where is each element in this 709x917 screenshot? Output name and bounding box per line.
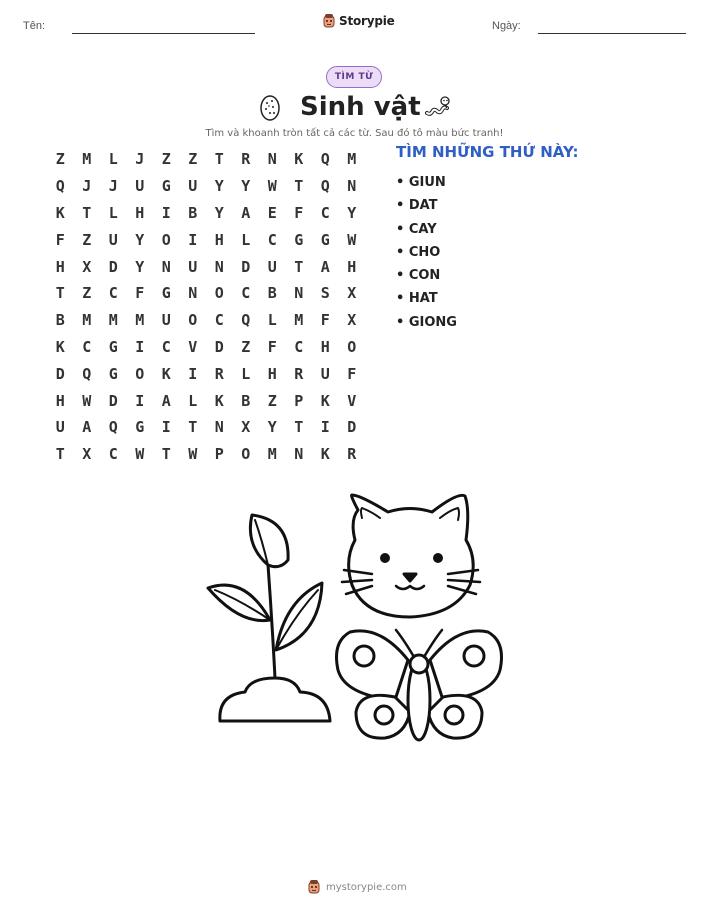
grid-cell[interactable]: K — [294, 150, 304, 169]
grid-cell[interactable]: D — [214, 337, 224, 356]
grid-cell[interactable]: T — [55, 445, 65, 464]
grid-cell[interactable]: U — [188, 177, 198, 196]
grid-cell[interactable]: K — [55, 337, 65, 356]
grid-cell[interactable]: R — [347, 445, 357, 464]
grid-cell[interactable]: P — [294, 391, 304, 410]
grid-cell[interactable]: D — [347, 418, 357, 437]
grid-cell[interactable]: F — [55, 230, 65, 249]
word-list-item: • CON — [396, 268, 441, 284]
grid-cell[interactable]: X — [347, 284, 357, 303]
grid-cell[interactable]: Q — [55, 177, 65, 196]
grid-cell[interactable]: H — [320, 337, 330, 356]
grid-cell[interactable]: C — [161, 337, 171, 356]
grid-cell[interactable]: M — [82, 311, 92, 330]
grid-cell[interactable]: U — [135, 177, 145, 196]
grid-cell[interactable]: W — [82, 391, 92, 410]
grid-cell[interactable]: V — [188, 337, 198, 356]
grid-cell[interactable]: W — [347, 230, 357, 249]
grid-cell[interactable]: M — [347, 150, 357, 169]
word-list-item: • CHO — [396, 244, 441, 260]
grid-cell[interactable]: G — [135, 418, 145, 437]
grid-cell[interactable]: J — [135, 150, 145, 169]
word-list-item: • GIONG — [396, 314, 457, 330]
grid-cell[interactable]: N — [294, 284, 304, 303]
grid-cell[interactable]: N — [161, 257, 171, 276]
grid-cell[interactable]: W — [188, 445, 198, 464]
activity-badge: TÌM TỪ — [326, 66, 382, 88]
grid-cell[interactable]: Y — [135, 257, 145, 276]
grid-cell[interactable]: A — [320, 257, 330, 276]
grid-cell[interactable]: U — [161, 311, 171, 330]
grid-cell[interactable]: O — [135, 364, 145, 383]
grid-cell[interactable]: R — [214, 364, 224, 383]
butterfly-illustration — [337, 630, 502, 740]
grid-cell[interactable]: X — [347, 311, 357, 330]
grid-cell[interactable]: Y — [267, 418, 277, 437]
grid-cell[interactable]: H — [267, 364, 277, 383]
grid-cell[interactable]: T — [161, 445, 171, 464]
grid-cell[interactable]: Q — [108, 418, 118, 437]
grid-cell[interactable]: H — [55, 257, 65, 276]
grid-cell[interactable]: D — [241, 257, 251, 276]
grid-cell[interactable]: C — [241, 284, 251, 303]
grid-cell[interactable]: G — [108, 337, 118, 356]
grid-cell[interactable]: F — [135, 284, 145, 303]
grid-cell[interactable]: D — [55, 364, 65, 383]
grid-cell[interactable]: N — [214, 257, 224, 276]
grid-cell[interactable]: C — [108, 445, 118, 464]
word-list-title: TÌM NHỮNG THỨ NÀY: — [396, 143, 579, 161]
grid-cell[interactable]: A — [82, 418, 92, 437]
grid-cell[interactable]: B — [241, 391, 251, 410]
grid-cell[interactable]: U — [188, 257, 198, 276]
grid-cell[interactable]: Y — [241, 177, 251, 196]
grid-cell[interactable]: F — [320, 311, 330, 330]
grid-cell[interactable]: H — [135, 203, 145, 222]
grid-cell[interactable]: X — [241, 418, 251, 437]
grid-cell[interactable]: T — [294, 177, 304, 196]
grid-cell[interactable]: H — [55, 391, 65, 410]
grid-cell[interactable]: K — [320, 445, 330, 464]
grid-cell[interactable]: Q — [241, 311, 251, 330]
grid-cell[interactable]: X — [82, 445, 92, 464]
grid-cell[interactable]: T — [55, 284, 65, 303]
grid-cell[interactable]: L — [241, 364, 251, 383]
instructions: Tìm và khoanh tròn tất cả các từ. Sau đó tô màu bức tranh! — [205, 128, 504, 139]
grid-cell[interactable]: C — [214, 311, 224, 330]
grid-cell[interactable]: M — [82, 150, 92, 169]
cat-illustration — [342, 495, 480, 617]
grid-cell[interactable]: M — [108, 311, 118, 330]
grid-cell[interactable]: F — [267, 337, 277, 356]
grid-cell[interactable]: I — [161, 203, 171, 222]
grid-cell[interactable]: I — [188, 364, 198, 383]
grid-cell[interactable]: Y — [347, 203, 357, 222]
grid-cell[interactable]: Q — [320, 177, 330, 196]
grid-cell[interactable]: G — [161, 284, 171, 303]
grid-cell[interactable]: K — [320, 391, 330, 410]
grid-cell[interactable]: L — [267, 311, 277, 330]
word-list-item: • CAY — [396, 221, 437, 237]
storypie-logo-icon — [307, 878, 321, 896]
grid-cell[interactable]: P — [214, 445, 224, 464]
grid-cell[interactable]: C — [82, 337, 92, 356]
grid-cell[interactable]: Z — [161, 150, 171, 169]
page-title: Sinh vật — [300, 92, 421, 122]
grid-cell[interactable]: T — [214, 150, 224, 169]
grid-cell[interactable]: U — [267, 257, 277, 276]
grid-cell[interactable]: W — [135, 445, 145, 464]
grid-cell[interactable]: U — [55, 418, 65, 437]
grid-cell[interactable]: A — [241, 203, 251, 222]
grid-cell[interactable]: N — [294, 445, 304, 464]
grid-cell[interactable]: E — [267, 203, 277, 222]
footer — [307, 878, 407, 896]
grid-cell[interactable]: H — [347, 257, 357, 276]
grid-cell[interactable]: G — [320, 230, 330, 249]
grid-cell[interactable]: Y — [214, 203, 224, 222]
grid-cell[interactable]: T — [294, 257, 304, 276]
grid-cell[interactable]: G — [294, 230, 304, 249]
grid-cell[interactable]: M — [294, 311, 304, 330]
grid-cell[interactable]: Z — [55, 150, 65, 169]
grid-cell[interactable]: G — [161, 177, 171, 196]
grid-cell[interactable]: A — [161, 391, 171, 410]
grid-cell[interactable]: N — [347, 177, 357, 196]
grid-cell[interactable]: K — [214, 391, 224, 410]
grid-cell[interactable]: D — [108, 257, 118, 276]
grid-cell[interactable]: D — [108, 391, 118, 410]
grid-cell[interactable]: I — [188, 230, 198, 249]
grid-cell[interactable]: R — [294, 364, 304, 383]
grid-cell[interactable]: L — [188, 391, 198, 410]
grid-cell[interactable]: M — [267, 445, 277, 464]
word-list-item: • HAT — [396, 291, 438, 307]
grid-cell[interactable]: T — [188, 418, 198, 437]
grid-cell[interactable]: C — [294, 337, 304, 356]
grid-cell[interactable]: O — [214, 284, 224, 303]
grid-cell[interactable]: H — [214, 230, 224, 249]
grid-cell[interactable]: B — [55, 311, 65, 330]
grid-cell[interactable]: Z — [241, 337, 251, 356]
word-list-item: • DAT — [396, 198, 438, 214]
grid-cell[interactable]: I — [161, 418, 171, 437]
footer-url[interactable]: mystorypie.com — [326, 881, 407, 893]
grid-cell[interactable]: Y — [214, 177, 224, 196]
grid-cell[interactable]: Z — [82, 230, 92, 249]
grid-cell[interactable]: C — [320, 203, 330, 222]
grid-cell[interactable]: T — [294, 418, 304, 437]
grid-cell[interactable]: Z — [188, 150, 198, 169]
date-label: Ngày: — [492, 20, 521, 32]
grid-cell[interactable]: J — [82, 177, 92, 196]
grid-cell[interactable]: B — [267, 284, 277, 303]
sprout-illustration — [208, 515, 330, 721]
word-list-item: • GIUN — [396, 175, 446, 190]
grid-cell[interactable]: N — [267, 150, 277, 169]
grid-cell[interactable]: C — [108, 284, 118, 303]
brand-name: Storypie — [339, 14, 395, 28]
grid-cell[interactable]: F — [294, 203, 304, 222]
grid-cell[interactable]: S — [320, 284, 330, 303]
name-label: Tên: — [23, 20, 46, 32]
grid-cell[interactable]: O — [241, 445, 251, 464]
grid-cell[interactable]: C — [267, 230, 277, 249]
grid-cell[interactable]: U — [108, 230, 118, 249]
grid-cell[interactable]: B — [188, 203, 198, 222]
grid-cell[interactable]: O — [188, 311, 198, 330]
grid-cell[interactable]: X — [82, 257, 92, 276]
grid-cell[interactable]: I — [135, 391, 145, 410]
grid-cell[interactable]: W — [267, 177, 277, 196]
grid-cell[interactable]: Q — [320, 150, 330, 169]
grid-cell[interactable]: J — [108, 177, 118, 196]
grid-cell[interactable]: K — [55, 203, 65, 222]
grid-cell[interactable]: V — [347, 391, 357, 410]
grid-cell[interactable]: L — [241, 230, 251, 249]
grid-cell[interactable]: R — [241, 150, 251, 169]
grid-cell[interactable]: Y — [135, 230, 145, 249]
grid-cell[interactable]: I — [320, 418, 330, 437]
grid-cell[interactable]: I — [135, 337, 145, 356]
grid-cell[interactable]: L — [108, 150, 118, 169]
grid-cell[interactable]: T — [82, 203, 92, 222]
grid-cell[interactable]: N — [214, 418, 224, 437]
grid-cell[interactable]: M — [135, 311, 145, 330]
grid-cell[interactable]: G — [108, 364, 118, 383]
grid-cell[interactable]: U — [320, 364, 330, 383]
grid-cell[interactable]: O — [161, 230, 171, 249]
grid-cell[interactable]: K — [161, 364, 171, 383]
grid-cell[interactable]: O — [347, 337, 357, 356]
grid-cell[interactable]: Z — [82, 284, 92, 303]
grid-cell[interactable]: N — [188, 284, 198, 303]
grid-cell[interactable]: L — [108, 203, 118, 222]
grid-cell[interactable]: F — [347, 364, 357, 383]
grid-cell[interactable]: Q — [82, 364, 92, 383]
grid-cell[interactable]: Z — [267, 391, 277, 410]
